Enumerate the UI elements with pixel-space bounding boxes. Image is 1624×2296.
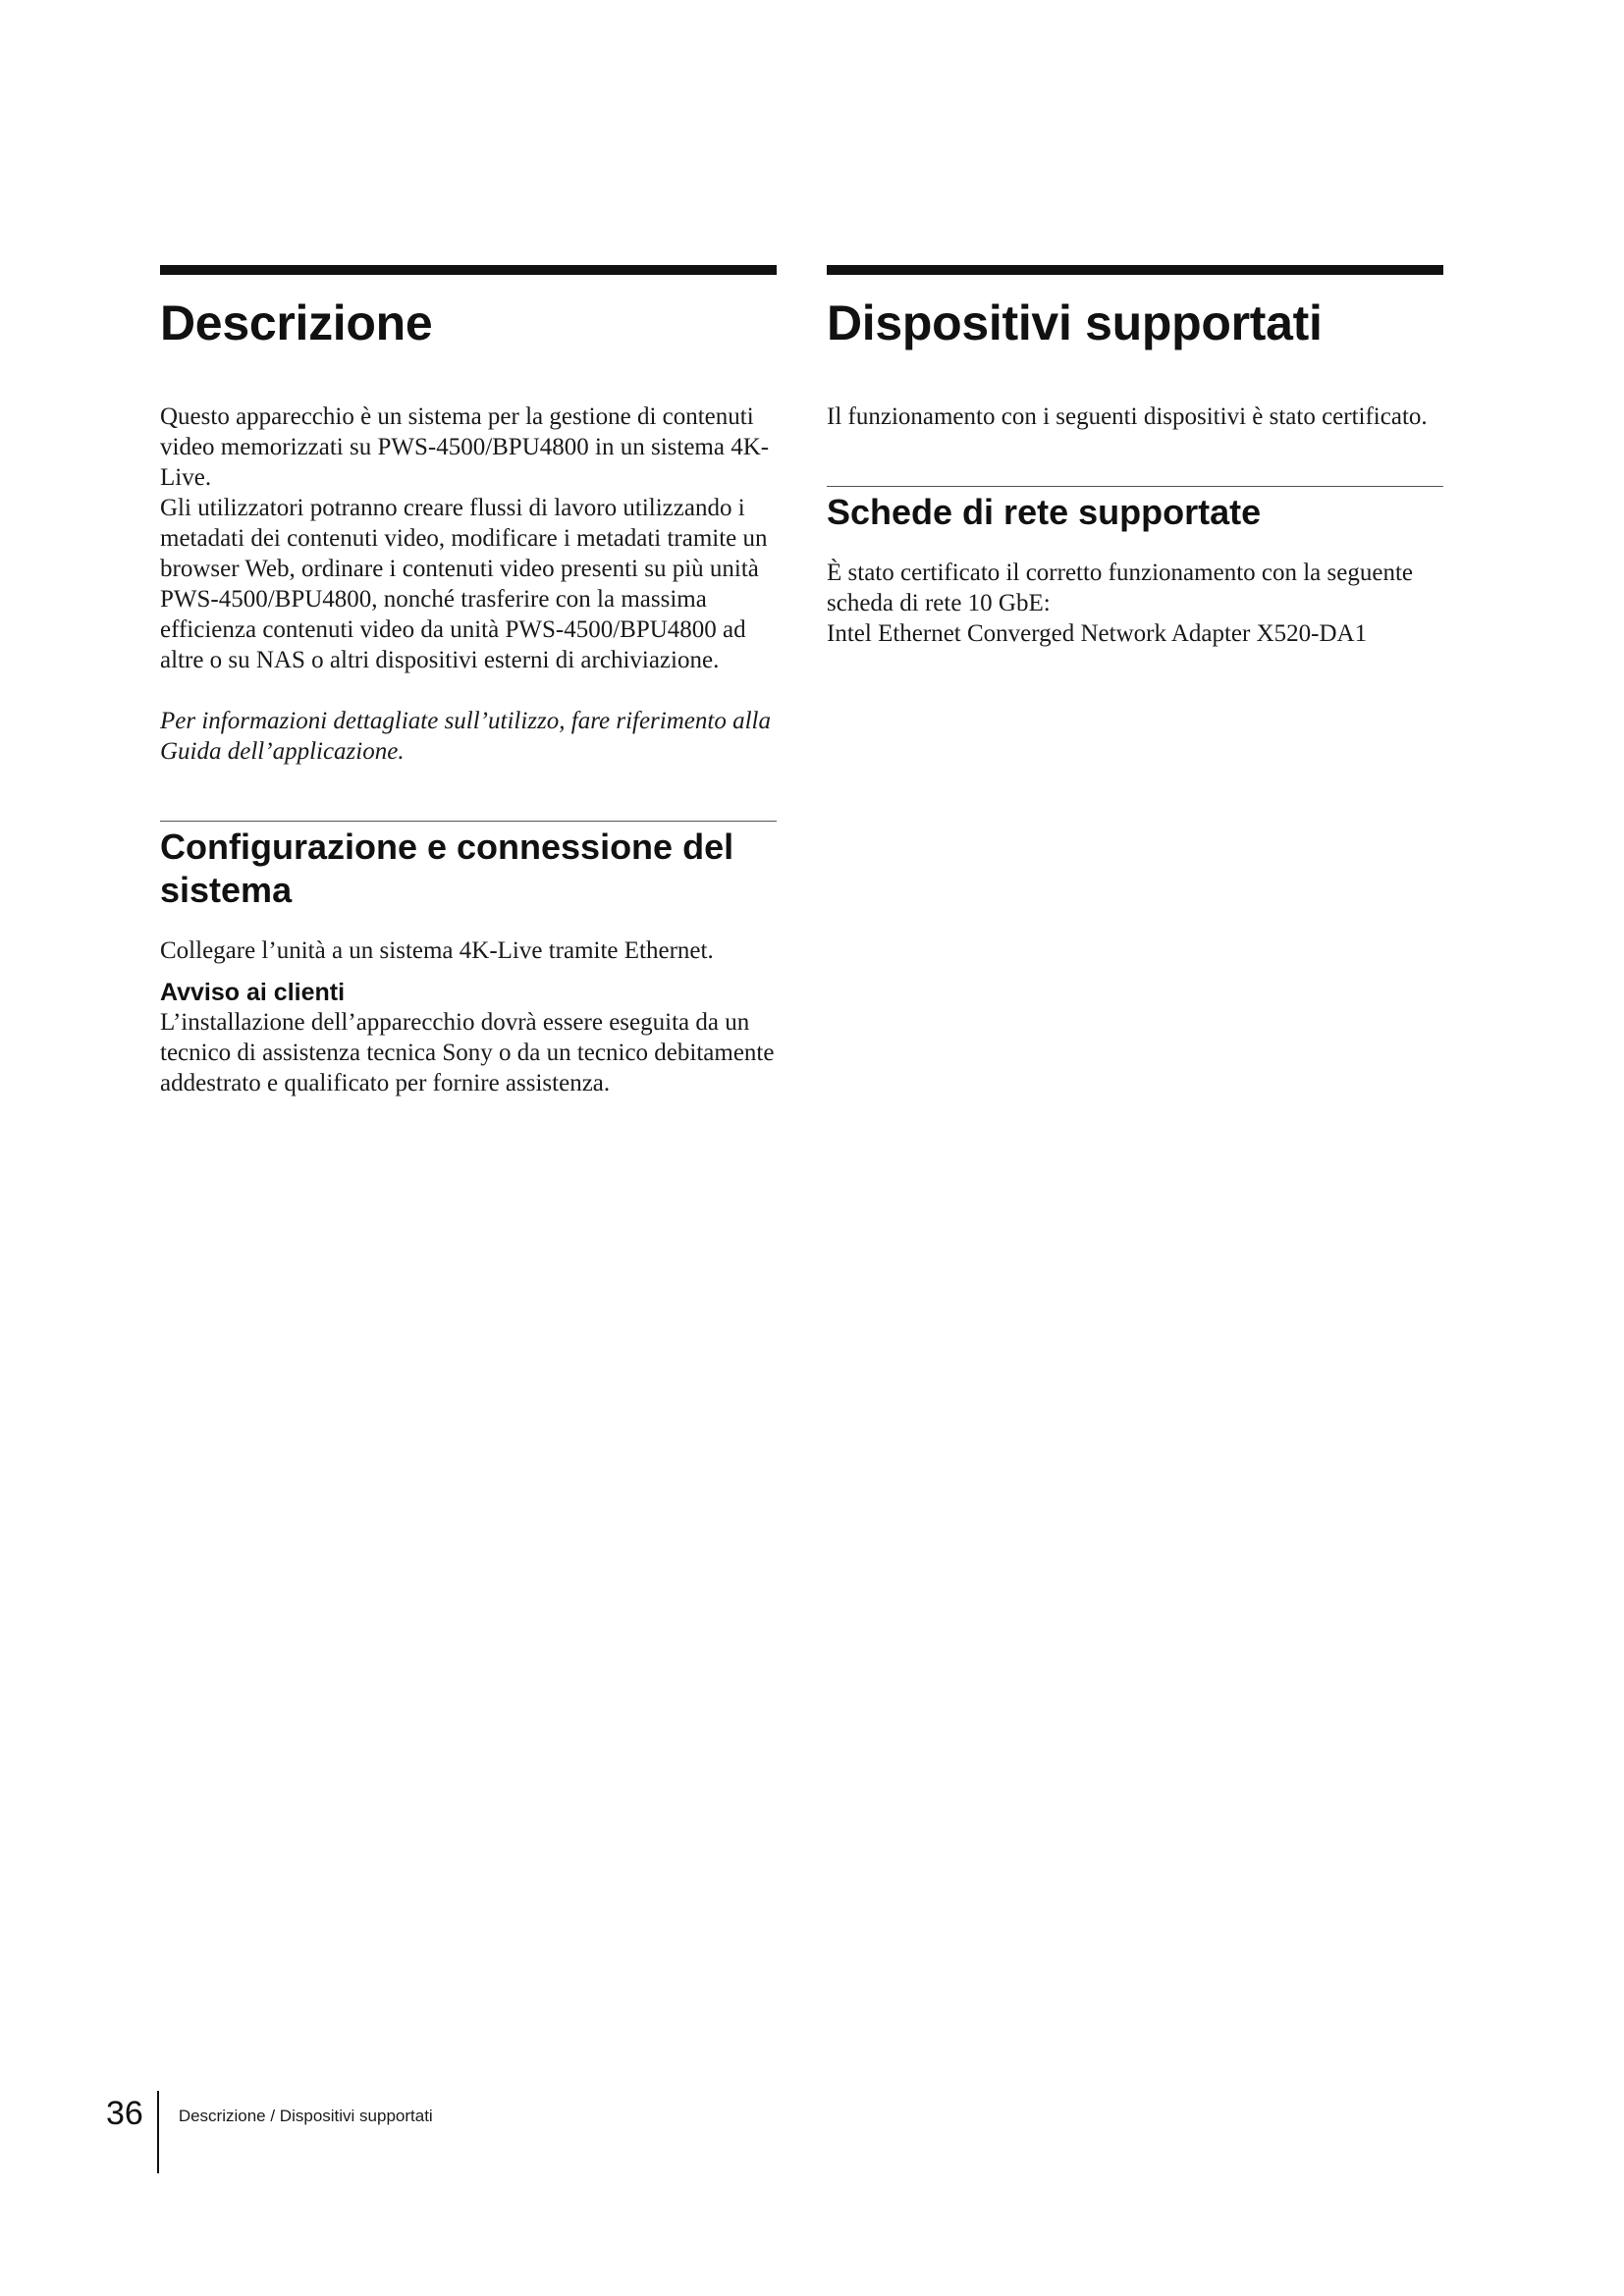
page-footer bbox=[106, 2091, 433, 2173]
chapter-title-dispositivi: Dispositivi supportati bbox=[827, 295, 1323, 350]
avviso-paragraph: L’installazione dell’apparecchio dovrà essere eseguita da un tecnico di assistenza tecnica Sony o da un tecnico debitamente addestrato e qualificato per fornire assistenza. bbox=[160, 1009, 775, 1096]
application-guide-note: Per informazioni dettagliate sull’utilizzo, fare riferimento alla Guida dell’applicazione. bbox=[160, 708, 771, 765]
section-configurazione bbox=[160, 821, 777, 1098]
subtitle-avviso-clienti: Avviso ai clienti bbox=[160, 979, 346, 1006]
schede-paragraph-1: È stato certificato il corretto funzionamento con la seguente scheda di rete 10 GbE: bbox=[827, 560, 1413, 616]
running-title: Descrizione / Dispositivi supportati bbox=[178, 2107, 433, 2125]
dispositivi-intro: Il funzionamento con i seguenti dispositivi è stato certificato. bbox=[827, 403, 1428, 430]
configurazione-paragraph: Collegare l’unità a un sistema 4K-Live tramite Ethernet. bbox=[160, 937, 714, 964]
descrizione-paragraph-1: Questo apparecchio è un sistema per la gestione di contenuti video memorizzati su PWS-4500/BPU4800 in un sistema 4K-Live. bbox=[160, 403, 770, 491]
page-number: 36 bbox=[106, 2095, 143, 2132]
chapter-rule-dispositivi bbox=[827, 265, 1443, 275]
chapter-title-descrizione: Descrizione bbox=[160, 295, 433, 350]
right-column bbox=[827, 265, 1443, 649]
section-title-configurazione: Configurazione e connessione del sistema bbox=[160, 827, 734, 910]
section-title-schede-rete: Schede di rete supportate bbox=[827, 492, 1262, 532]
schede-paragraph-2: Intel Ethernet Converged Network Adapter X520-DA1 bbox=[827, 620, 1368, 647]
left-column bbox=[160, 265, 777, 1098]
descrizione-intro bbox=[160, 401, 777, 675]
footer-divider bbox=[157, 2091, 159, 2173]
section-schede-rete bbox=[827, 486, 1443, 649]
chapter-rule-descrizione bbox=[160, 265, 777, 275]
descrizione-paragraph-2: Gli utilizzatori potranno creare flussi di lavoro utilizzando i metadati dei contenuti video, modificare i metadati tramite un browser Web, ordinare i contenuti video presenti su più unità PWS-4500/BPU4800, nonché trasferire con la massima efficienza contenuti video da unità PWS-4500/BPU4800 ad altre o su NAS o altri dispositivi esterni di archiviazione. bbox=[160, 495, 768, 673]
